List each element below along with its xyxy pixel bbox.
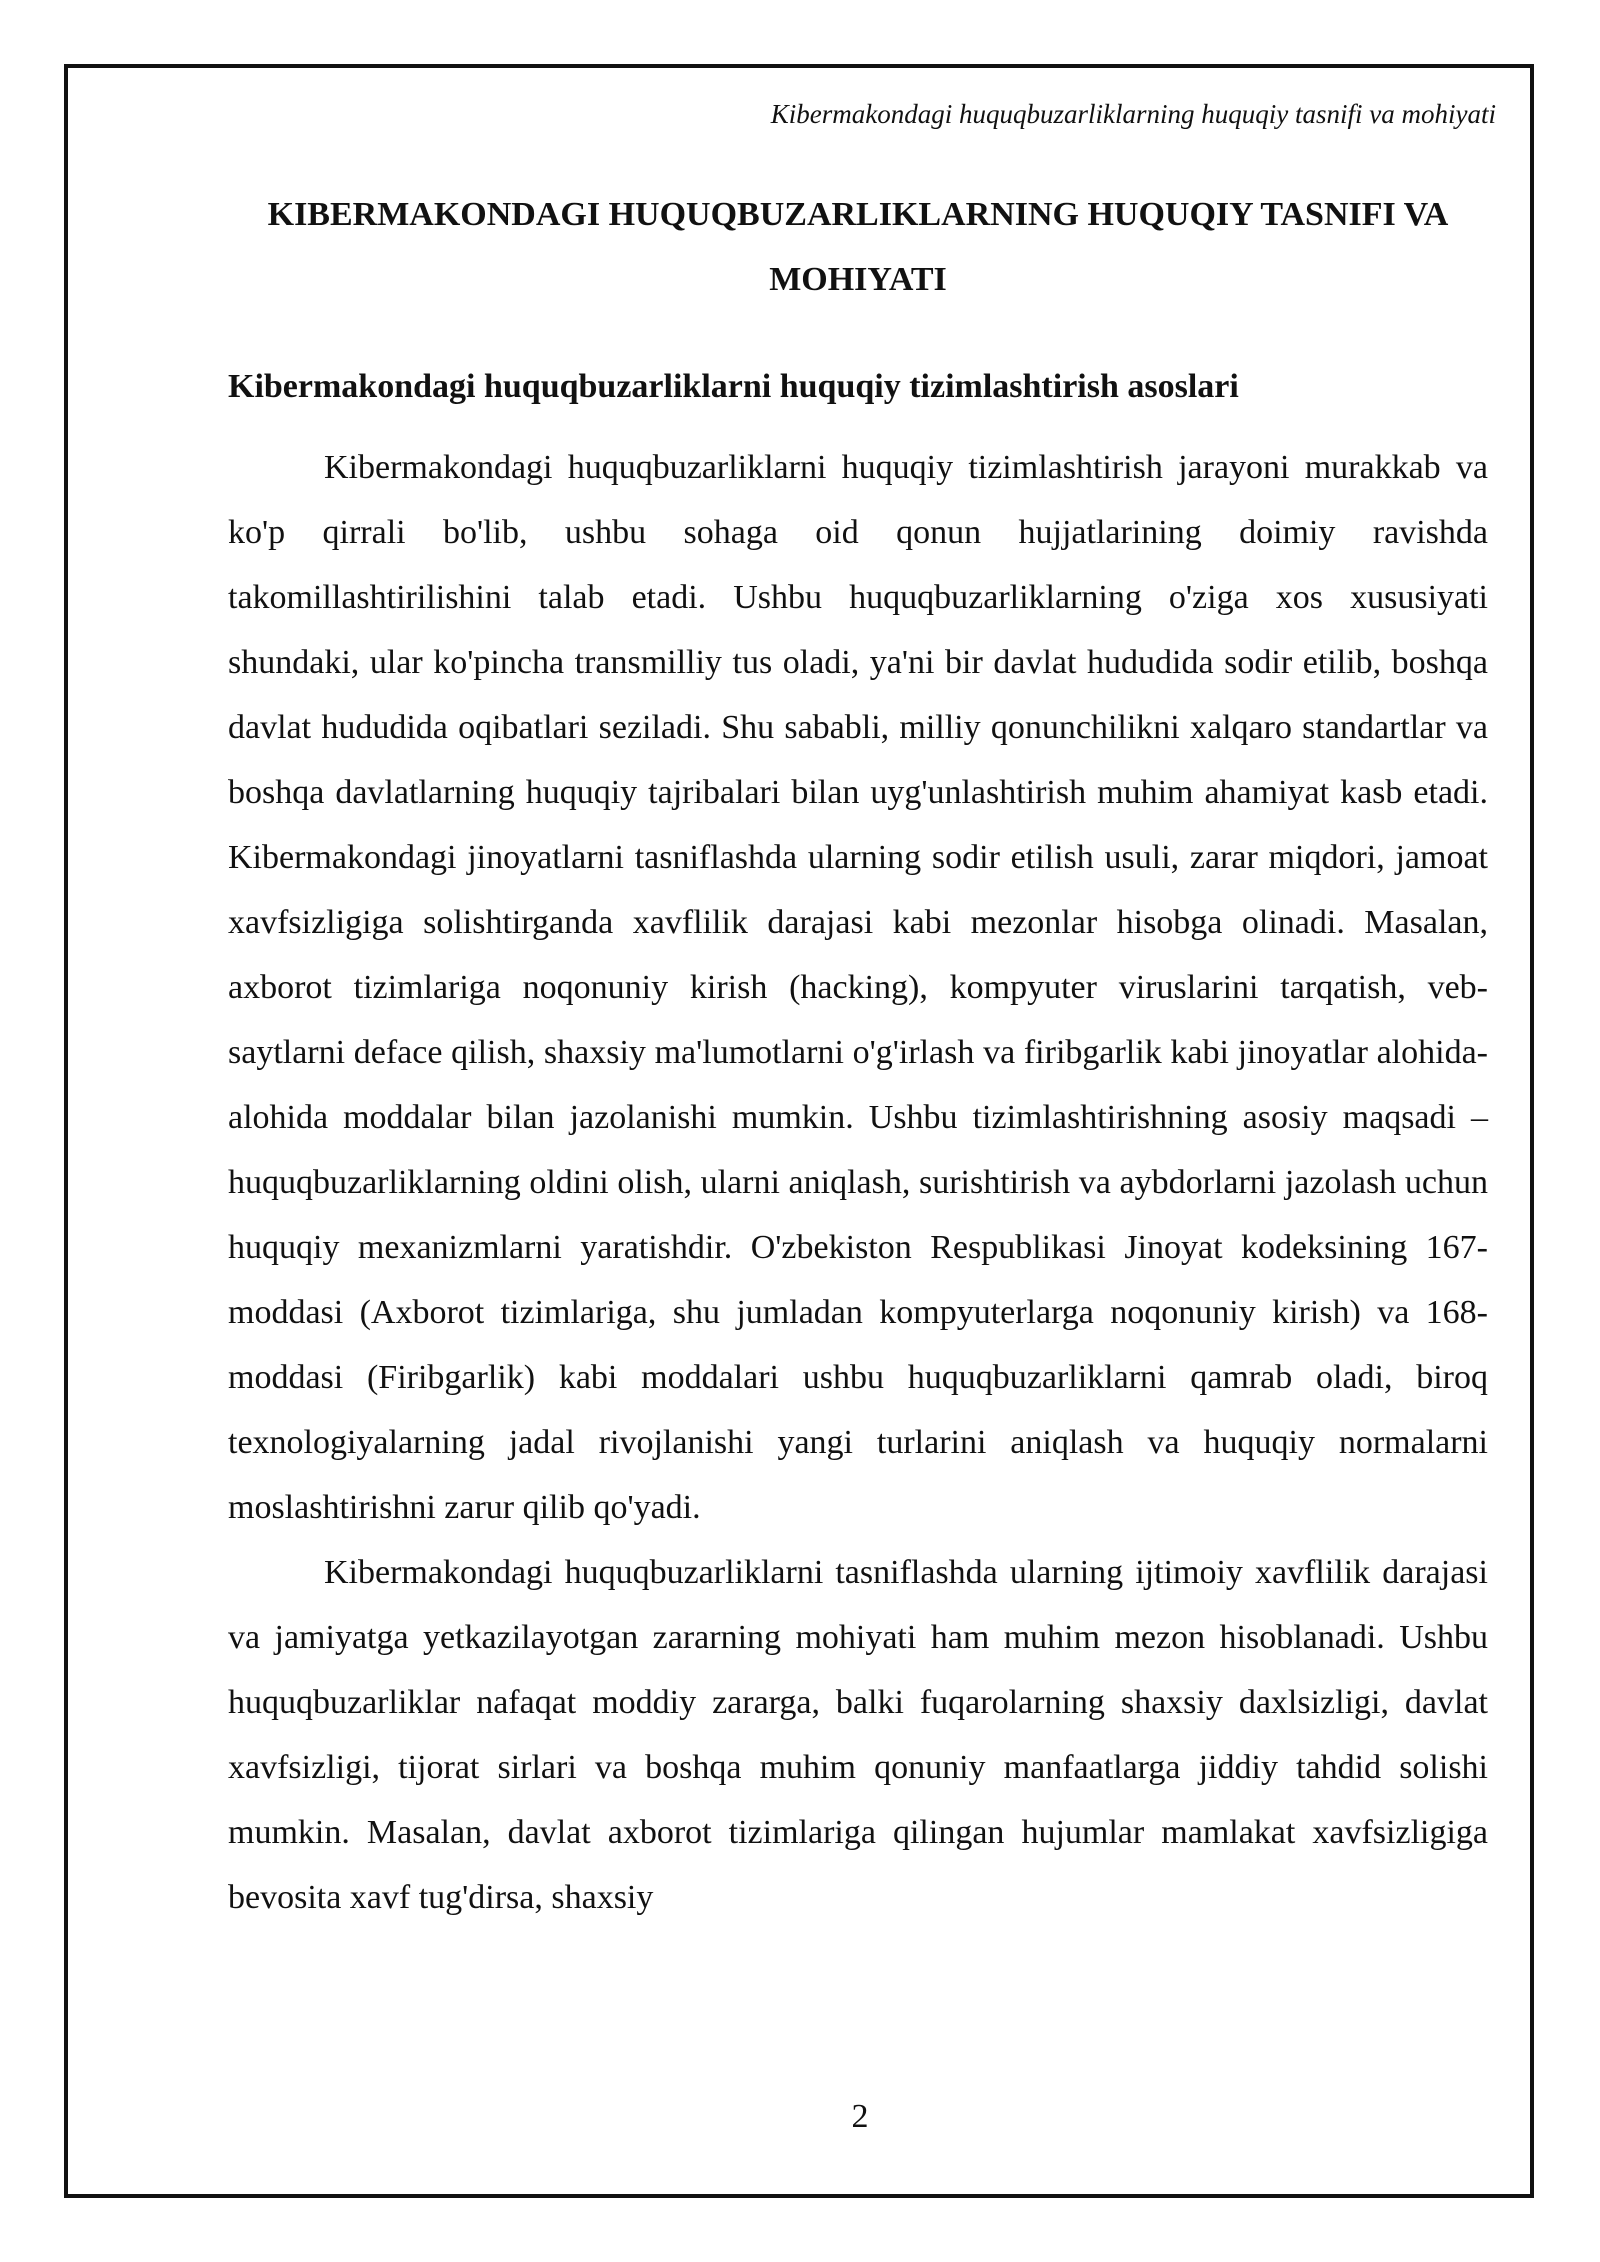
running-header: Kibermakondagi huquqbuzarliklarning huquqiy tasnifi va mohiyati — [770, 99, 1496, 129]
document-title: KIBERMAKONDAGI HUQUQBUZARLIKLARNING HUQUQIY TASNIFI VA MOHIYATI — [267, 196, 1449, 298]
section-heading: Kibermakondagi huquqbuzarliklarni huquqiy tizimlashtirish asoslari — [228, 368, 1239, 405]
paragraph: Kibermakondagi huquqbuzarliklarni tasniflashda ularning ijtimoiy xavflilik darajasi va jamiyatga yetkazilayotgan zararning mohiyati ham muhim mezon hisoblanadi. Ushbu huquqbuzarliklar nafaqat moddiy zararga, balki fuqarolarning shaxsiy daxlsizligi, davlat xavfsizligi, tijorat sirlari va boshqa muhim qonuniy manfaatlarga jiddiy tahdid solishi mumkin. Masalan, davlat axborot tizimlariga qilingan hujumlar mamlakat xavfsizligiga bevosita xavf tug'dirsa, shaxsiy — [228, 1554, 1488, 1916]
paragraph: Kibermakondagi huquqbuzarliklarni huquqiy tizimlashtirish jarayoni murakkab va ko'p qirrali bo'lib, ushbu sohaga oid qonun hujjatlarining doimiy ravishda takomillashtirilishini talab etadi. Ushbu huquqbuzarliklarning o'ziga xos xususiyati shundaki, ular ko'pincha transmilliy tus oladi, ya'ni bir davlat hududida sodir etilib, boshqa davlat hududida oqibatlari seziladi. Shu sababli, milliy qonunchilikni xalqaro standartlar va boshqa davlatlarning huquqiy tajribalari bilan uyg'unlashtirish muhim ahamiyat kasb etadi. Kibermakondagi jinoyatlarni tasniflashda ularning sodir etilish usuli, zarar miqdori, jamoat xavfsizligiga solishtirganda xavflilik darajasi kabi mezonlar hisobga olinadi. Masalan, axborot tizimlariga noqonuniy kirish (hacking), kompyuter viruslarini tarqatish, veb-saytlarni deface qilish, shaxsiy ma'lumotlarni o'g'irlash va firibgarlik kabi jinoyatlar alohida-alohida moddalar bilan jazolanishi mumkin. Ushbu tizimlashtirishning asosiy maqsadi – huquqbuzarliklarning oldini olish, ularni aniqlash, surishtirish va aybdorlarni jazolash uchun huquqiy mexanizmlarni yaratishdir. O'zbekiston Respublikasi Jinoyat kodeksining 167-moddasi (Axborot tizimlariga, shu jumladan kompyuterlarga noqonuniy kirish) va 168-moddasi (Firibgarlik) kabi moddalari ushbu huquqbuzarliklarni qamrab oladi, biroq texnologiyalarning jadal rivojlanishi yangi turlarini aniqlash va huquqiy normalarni moslashtirishni zarur qilib qo'yadi. — [228, 449, 1488, 1526]
document-body — [228, 182, 1488, 1930]
page-number: 2 — [851, 2098, 869, 2135]
